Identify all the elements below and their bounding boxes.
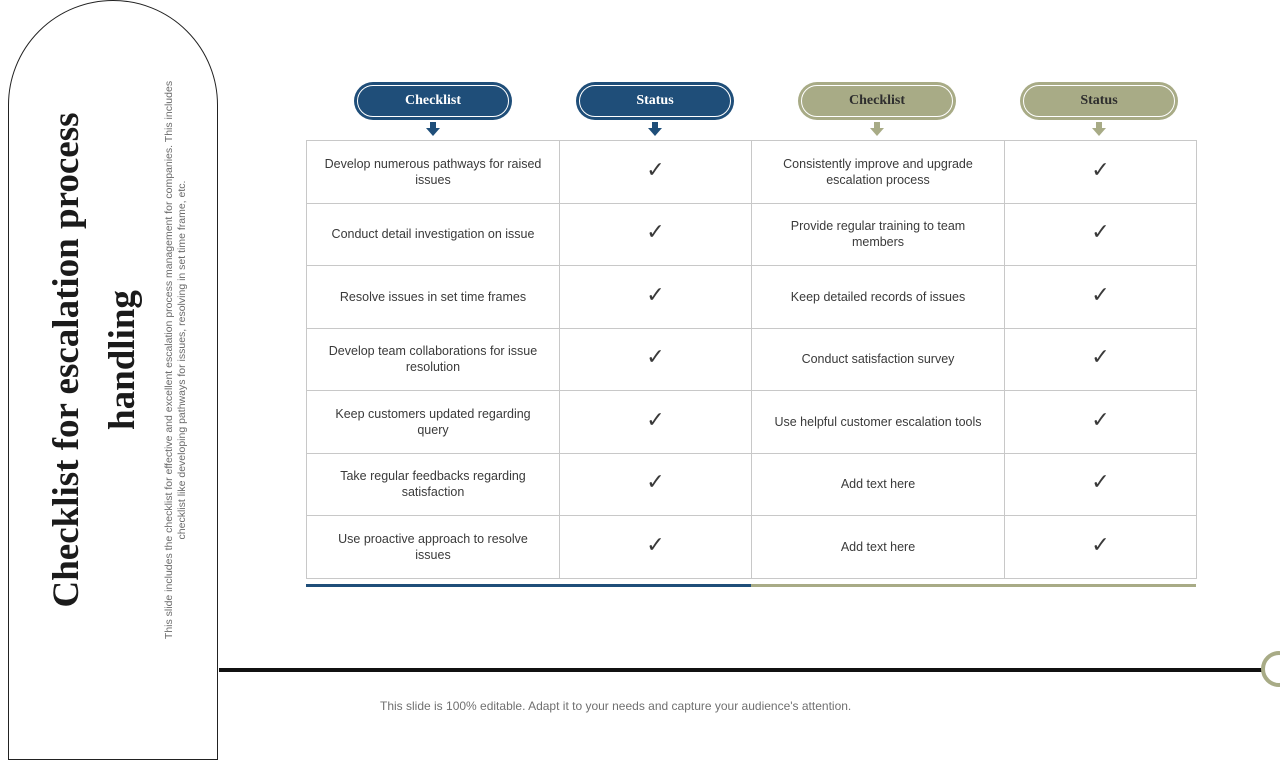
checklist-item: Resolve issues in set time frames [307,266,560,329]
status-cell [1005,328,1197,391]
header-label: Status [1023,85,1175,117]
arrow-down-icon [1092,122,1106,136]
table-row [307,516,1197,579]
check-mark-icon: ✓ [1091,345,1110,371]
arrow-down-icon [648,122,662,136]
status-cell [560,516,752,579]
check-mark-icon: ✓ [1091,282,1110,308]
checklist-item: Conduct satisfaction survey [752,328,1005,391]
header-checklist-right [798,82,956,120]
table-row [307,203,1197,266]
checklist-item: Develop numerous pathways for raised issues [307,141,560,204]
check-mark-icon: ✓ [646,220,665,246]
check-mark-icon: ✓ [646,407,665,433]
table-row [307,141,1197,204]
checklist-item: Conduct detail investigation on issue [307,203,560,266]
header-label: Status [579,85,731,117]
checklist-item: Provide regular training to team members [752,203,1005,266]
table-row [307,266,1197,329]
table-row [307,328,1197,391]
check-mark-icon: ✓ [1091,407,1110,433]
status-cell [1005,453,1197,516]
check-mark-icon: ✓ [1091,470,1110,496]
circle-decoration [1261,651,1280,687]
footer-note: This slide is 100% editable. Adapt it to your needs and capture your audience's attention. [380,699,852,713]
checklist-item: Keep customers updated regarding query [307,391,560,454]
table-row [307,453,1197,516]
checklist-item: Use helpful customer escalation tools [752,391,1005,454]
title-block [14,80,214,640]
header-status-left [576,82,734,120]
checklist-item: Add text here [752,516,1005,579]
header-checklist-left [354,82,512,120]
status-cell [1005,516,1197,579]
checklist-item: Keep detailed records of issues [752,266,1005,329]
table-underline-blue [306,584,751,587]
header-label: Checklist [801,85,953,117]
check-mark-icon: ✓ [1091,532,1110,558]
check-mark-icon: ✓ [646,157,665,183]
status-cell [560,328,752,391]
status-cell [1005,266,1197,329]
check-mark-icon: ✓ [1091,157,1110,183]
checklist-item: Add text here [752,453,1005,516]
status-cell [1005,391,1197,454]
checklist-item: Consistently improve and upgrade escalation process [752,141,1005,204]
slide-subtitle: This slide includes the checklist for effective and excellent escalation process management for companies. This includes checklist like developing pathways for issues, resolving in set time frame, etc. [163,80,188,640]
status-cell [560,203,752,266]
checklist-item: Use proactive approach to resolve issues [307,516,560,579]
status-cell [560,141,752,204]
table-row [307,391,1197,454]
status-cell [560,266,752,329]
check-mark-icon: ✓ [646,532,665,558]
arrow-down-icon [426,122,440,136]
table-underline-olive [751,584,1196,587]
checklist-table [306,140,1197,579]
status-cell [1005,141,1197,204]
check-mark-icon: ✓ [646,282,665,308]
slide-title: Checklist for escalation process handling [46,112,143,608]
status-cell [1005,203,1197,266]
check-mark-icon: ✓ [646,345,665,371]
check-mark-icon: ✓ [646,470,665,496]
header-status-right [1020,82,1178,120]
check-mark-icon: ✓ [1091,220,1110,246]
checklist-item: Develop team collaborations for issue resolution [307,328,560,391]
status-cell [560,453,752,516]
checklist-item: Take regular feedbacks regarding satisfaction [307,453,560,516]
status-cell [560,391,752,454]
header-label: Checklist [357,85,509,117]
arrow-down-icon [870,122,884,136]
footer-divider [219,668,1280,672]
